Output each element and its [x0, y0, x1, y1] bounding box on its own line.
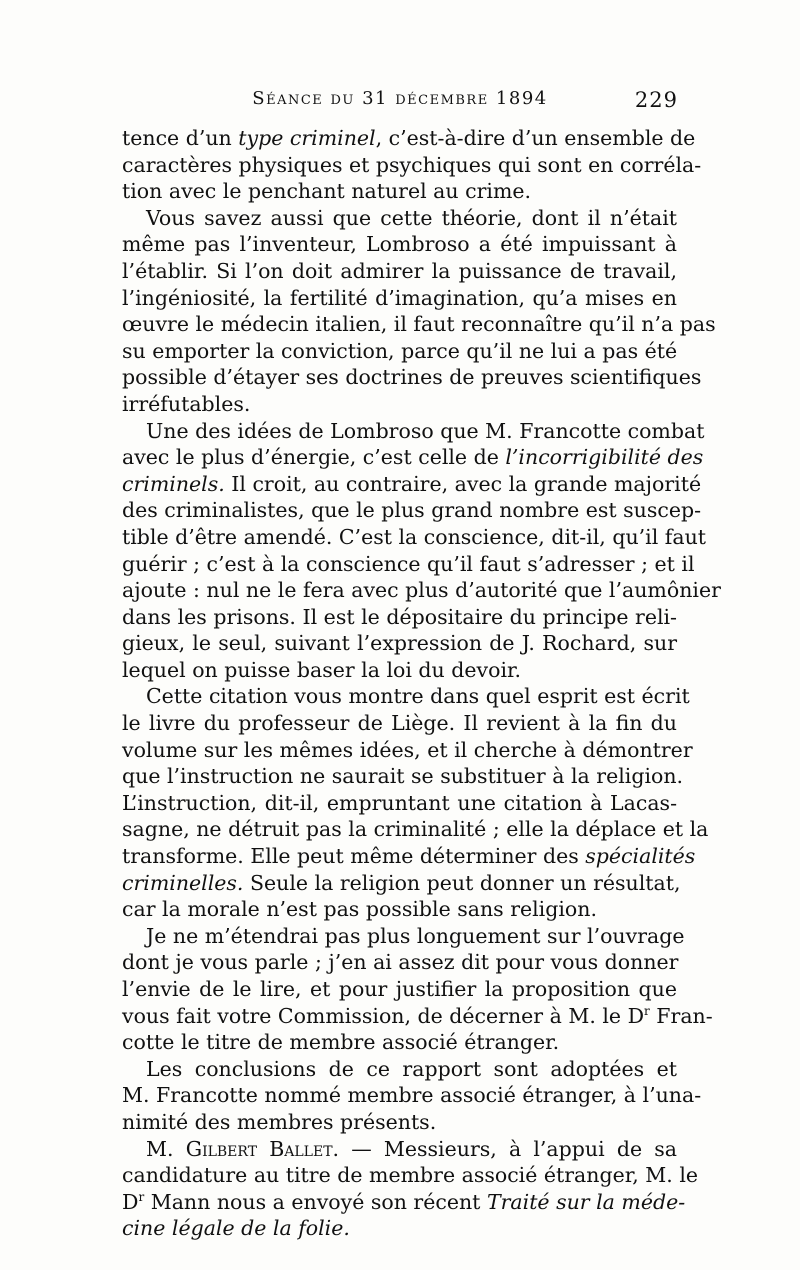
text-line [122, 551, 695, 578]
text-span: Il croit, au contraire, avec la grande majorité [224, 471, 702, 496]
superscript: r [138, 1189, 145, 1204]
text-span: tence d’un [122, 126, 239, 150]
text-span: L’instruction, dit-il, empruntant une citation à Lacas- [122, 790, 677, 815]
text-span: Fran- [649, 1003, 713, 1028]
text-line [122, 231, 677, 258]
text-line [122, 737, 693, 764]
text-span: nimité des membres présents. [122, 1109, 437, 1134]
text-span: vous fait votre Commission, de décerner à M. le D [122, 1003, 645, 1028]
text-line [122, 1003, 713, 1030]
text-line [122, 763, 684, 790]
text-span: œuvre le médecin italien, il faut reconnaître qu’il n’a pas [122, 312, 716, 337]
italic-text: criminels. [122, 471, 225, 496]
body-text [122, 125, 721, 1242]
text-span: D [122, 1189, 139, 1214]
text-span: lequel on puisse baser la loi du devoir. [122, 657, 522, 682]
text-span: Mann nous a envoyé son récent [144, 1189, 487, 1214]
superscript: r [644, 1003, 650, 1018]
text-span: Je ne m’étendrai pas plus longuement sur l’ouvrage [146, 923, 685, 948]
text-line [122, 630, 677, 657]
text-line [122, 364, 702, 391]
text-span: volume sur les mêmes idées, et il cherche à démontrer [122, 737, 693, 762]
text-span: le livre du professeur de Liège. Il revient à la fin du [122, 711, 677, 736]
text-line [122, 258, 677, 285]
text-span: que l’instruction ne saurait se substituer à la religion. [122, 764, 684, 789]
text-line [122, 577, 721, 604]
text-line [122, 710, 677, 737]
italic-text: l’incorrigibilité des [505, 445, 704, 470]
running-title: Séance du 31 décembre 1894 [252, 88, 548, 109]
text-span: dont je vous parle ; j’en ai assez dit pour vous donner [122, 950, 679, 975]
text-line [122, 1136, 677, 1163]
text-span: tion avec le penchant naturel au crime. [122, 179, 532, 204]
italic-text: spécialités [585, 844, 696, 869]
text-span: cotte le titre de membre associé étranger. [122, 1030, 560, 1055]
speaker-name: Gilbert Ballet [185, 1136, 333, 1161]
italic-text: Traité sur la méde- [486, 1189, 686, 1214]
text-line [122, 896, 677, 923]
text-line [122, 285, 677, 312]
text-line [122, 125, 696, 152]
text-span: Une des idées de Lombroso que M. Francotte combat [146, 418, 705, 443]
text-line [122, 524, 707, 551]
text-span: transforme. Elle peut même déterminer des [122, 844, 586, 869]
text-span: Seule la religion peut donner un résultat, [243, 870, 681, 895]
text-span: des criminalistes, que le plus grand nombre est suscep- [122, 498, 702, 523]
text-line [122, 976, 677, 1003]
text-line [122, 1189, 686, 1216]
text-span: M. Francotte nommé membre associé étranger, à l’una- [122, 1083, 702, 1108]
text-line [122, 604, 677, 631]
text-line [122, 418, 705, 445]
text-span: irréfutables. [122, 391, 251, 416]
text-line [122, 1162, 699, 1189]
text-span: avec le plus d’énergie, c’est celle de [122, 445, 506, 470]
text-line [122, 683, 690, 710]
text-span: l’établir. Si l’on doit admirer la puissance de travail, [122, 258, 677, 283]
text-line [122, 843, 696, 870]
page-number: 229 [634, 88, 678, 112]
text-span: l’ingéniosité, la fertilité d’imagination, qu’a mises en [122, 285, 677, 310]
running-head [122, 88, 678, 118]
text-line [122, 311, 716, 338]
italic-text: type criminel [238, 126, 376, 150]
text-span: dans les prisons. Il est le dépositaire du principe reli- [122, 604, 677, 629]
text-span: Cette citation vous montre dans quel esprit est écrit [146, 684, 690, 709]
text-line [122, 444, 704, 471]
text-line [122, 1215, 677, 1242]
text-span: gieux, le seul, suivant l’expression de J. Rochard, sur [122, 631, 677, 656]
text-line [122, 1109, 677, 1136]
text-span: car la morale n’est pas possible sans religion. [122, 897, 597, 922]
text-span: Vous savez aussi que cette théorie, dont il n’était [146, 205, 677, 230]
text-line [122, 923, 685, 950]
text-line [122, 205, 677, 232]
text-span: , c’est-à-dire d’un ensemble de [375, 126, 696, 150]
text-line [122, 152, 702, 179]
text-line [122, 1029, 677, 1056]
text-line [122, 391, 677, 418]
text-line [122, 816, 709, 843]
text-line [122, 1056, 677, 1083]
text-line [122, 790, 677, 817]
text-span: sagne, ne détruit pas la criminalité ; elle la déplace et la [122, 817, 709, 842]
text-span: su emporter la conviction, parce qu’il ne lui a pas été [122, 338, 678, 363]
text-span: guérir ; c’est à la conscience qu’il faut s’adresser ; et il [122, 551, 695, 576]
text-span: M. [146, 1136, 186, 1161]
text-span: . — Messieurs, à l’appui de sa [332, 1136, 677, 1161]
text-line [122, 497, 702, 524]
text-span: ajoute : nul ne le fera avec plus d’autorité que l’aumônier [122, 578, 721, 603]
text-line [122, 870, 681, 897]
text-line [122, 949, 677, 976]
italic-text: criminelles. [122, 870, 244, 895]
text-line [122, 471, 702, 498]
italic-text: cine légale de la folie. [122, 1216, 350, 1241]
text-line [122, 657, 677, 684]
text-line [122, 1082, 702, 1109]
text-line [122, 178, 677, 205]
text-span: tible d’être amendé. C’est la conscience, dit-il, qu’il faut [122, 524, 707, 549]
text-span: Les conclusions de ce rapport sont adoptées et [146, 1056, 677, 1081]
text-span: caractères physiques et psychiques qui sont en corréla- [122, 152, 702, 177]
text-span: même pas l’inventeur, Lombroso a été impuissant à [122, 232, 677, 257]
text-line [122, 338, 677, 365]
text-span: possible d’étayer ses doctrines de preuves scientifiques [122, 365, 702, 390]
text-span: candidature au titre de membre associé étranger, M. le [122, 1163, 699, 1188]
text-span: l’envie de le lire, et pour justifier la proposition que [122, 977, 677, 1001]
